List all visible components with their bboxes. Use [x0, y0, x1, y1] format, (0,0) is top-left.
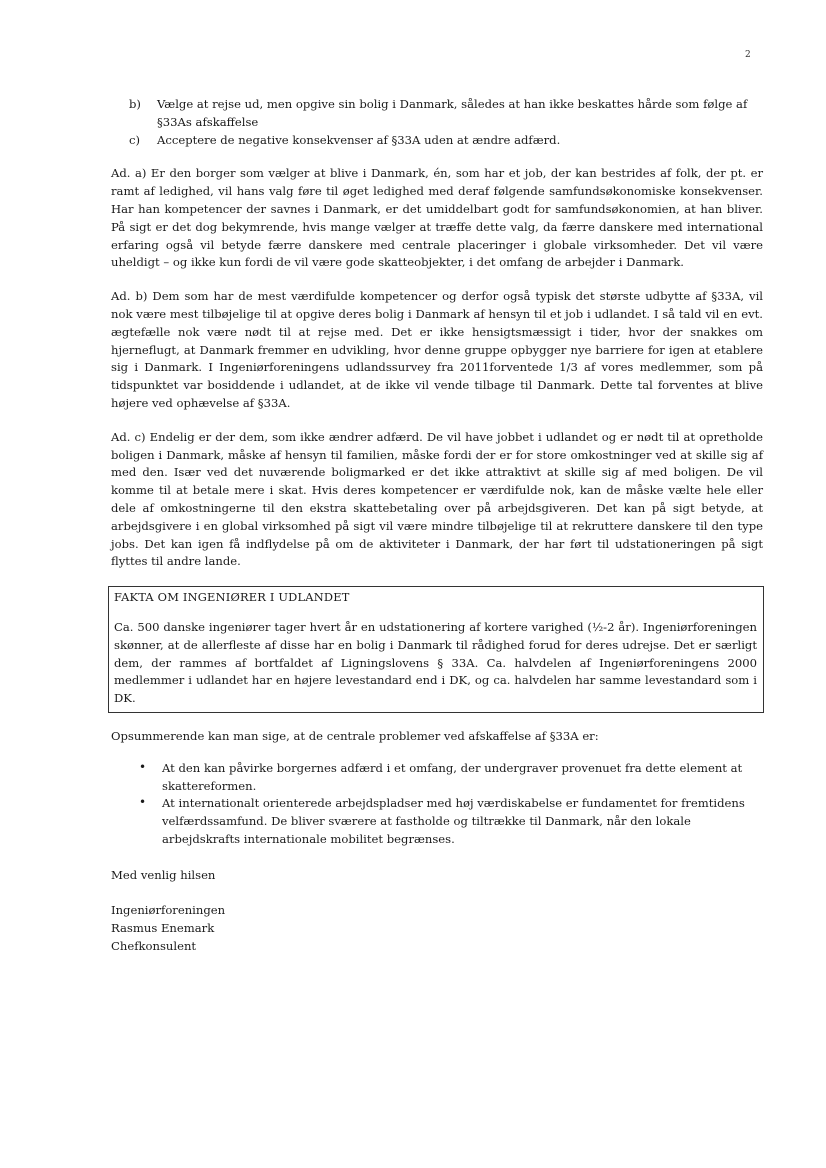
signature-name: Rasmus Enemark — [111, 921, 215, 936]
list-item — [111, 795, 763, 848]
option-label: b) — [129, 97, 141, 111]
list-item — [111, 760, 763, 796]
bullet-icon: • — [139, 795, 147, 810]
paragraph-ad-c: Ad. c) Endelig er der dem, som ikke ændrer adfærd. De vil have jobbet i udlandet og er nødt til at opretholde boligen i Danmark, måske af hensyn til familien, måske fordi der er for store omkostninger ved at skille sig af med den. Især ved det nuværende boligmarked er det ikke attraktivt at skille sig af med boligen. De vil komme til at betale mere i skat. Hvis deres kompetencer er værdifulde nok, kan de måske vælte hele eller dele af omkostningerne til den ekstra skattebetaling over på arbejdsgiveren. Det kan på sigt betyde, at arbejdsgivere i en global virksomhed på sigt vil være mindre tilbøjelige til at rekruttere danskere til den type jobs. Det kan igen få indflydelse på om de aktiviteter i Danmark, der har ført til udstationeringen på sigt flyttes til andre lande. — [111, 429, 763, 569]
summary-list — [111, 760, 763, 849]
option-text: Acceptere de negative konsekvenser af §33A uden at ændre adfærd. — [157, 132, 561, 147]
page-number: 2 — [745, 50, 751, 60]
paragraph-ad-a: Ad. a) Er den borger som vælger at blive i Danmark, én, som har et job, der kan bestrides af folk, der pt. er ramt af ledighed, vil hans valg føre til øget ledighed med deraf følgende samfundsøkonomiske konsekvenser. Har han kompetencer der savnes i Danmark, er det umiddelbart godt for samfundsøkonomien, at han bliver. På sigt er det dog bekymrende, hvis mange vælger at træffe dette valg, da færre danskere med international erfaring også vil betyde færre danskere med centrale placeringer i globale virksomheder. Det vil være uheldigt – og ikke kun fordi de vil være gode skatteobjekter, i det omfang de arbejder i Danmark. — [111, 166, 763, 270]
option-text: Vælge at rejse ud, men opgive sin bolig i Danmark, således at han ikke beskattes hårde som følge af §33As afskaffelse — [157, 97, 748, 129]
signature-organization: Ingeniørforeningen — [111, 903, 226, 918]
fact-box-body: Ca. 500 danske ingeniører tager hvert år en udstationering af kortere varighed (½-2 år). Ingeniørforeningen skønner, at de allerfleste af disse har en bolig i Danmark til rådighed forud for deres udrejse. Det er særligt dem, der rammes af bortfaldet af Ligningslovens § 33A. Ca. halvdelen af Ingeniørforeningens 2000 medlemmer i udlandet har en højere levestandard end i DK, og ca. halvdelen har samme levestandard som i DK. — [114, 619, 757, 706]
bullet-icon: • — [139, 759, 147, 774]
closing-greeting: Med venlig hilsen — [111, 867, 216, 882]
signature-title: Chefkonsulent — [111, 939, 197, 954]
list-item-text: At internationalt orienterede arbejdspladser med høj værdiskabelse er fundamentet for fremtidens velfærdssamfund. De bliver sværere at fastholde og tiltrække til Danmark, når den lokale arbejdskrafts internationale mobilitet begrænses. — [162, 796, 745, 846]
option-b — [111, 96, 763, 132]
letter-body — [111, 96, 763, 956]
summary-intro: Opsummerende kan man sige, at de centrale problemer ved afskaffelse af §33A er: — [111, 728, 599, 743]
paragraph-ad-b: Ad. b) Dem som har de mest værdifulde kompetencer og derfor også typisk det største udbytte af §33A, vil nok være mest tilbøjelige til at opgive deres bolig i Danmark af hensyn til et job i udlandet. I så tald vil en evt. ægtefælle nok være nødt til at rejse med. Det er ikke hensigtsmæssigt i tider, hvor der snakkes om hjerneflugt, at Danmark fremmer en udvikling, hvor denne gruppe opbygger nye barriere for igen at etablere sig i Danmark. I Ingeniørforeningens udlandssurvey fra 2011forventede 1/3 af vores medlemmer, som på tidspunktet var bosiddende i udlandet, at de ikke vil vende tilbage til Danmark. Dette tal forventes at blive højere ved ophævelse af §33A. — [111, 289, 763, 410]
list-item-text: At den kan påvirke borgernes adfærd i et omfang, der undergraver provenuet fra dette element at skattereformen. — [162, 760, 743, 793]
fact-box-title: FAKTA OM INGENIØRER I UDLANDET — [114, 590, 350, 605]
option-label: c) — [129, 132, 141, 147]
fact-box — [108, 586, 764, 713]
option-c — [111, 132, 763, 150]
